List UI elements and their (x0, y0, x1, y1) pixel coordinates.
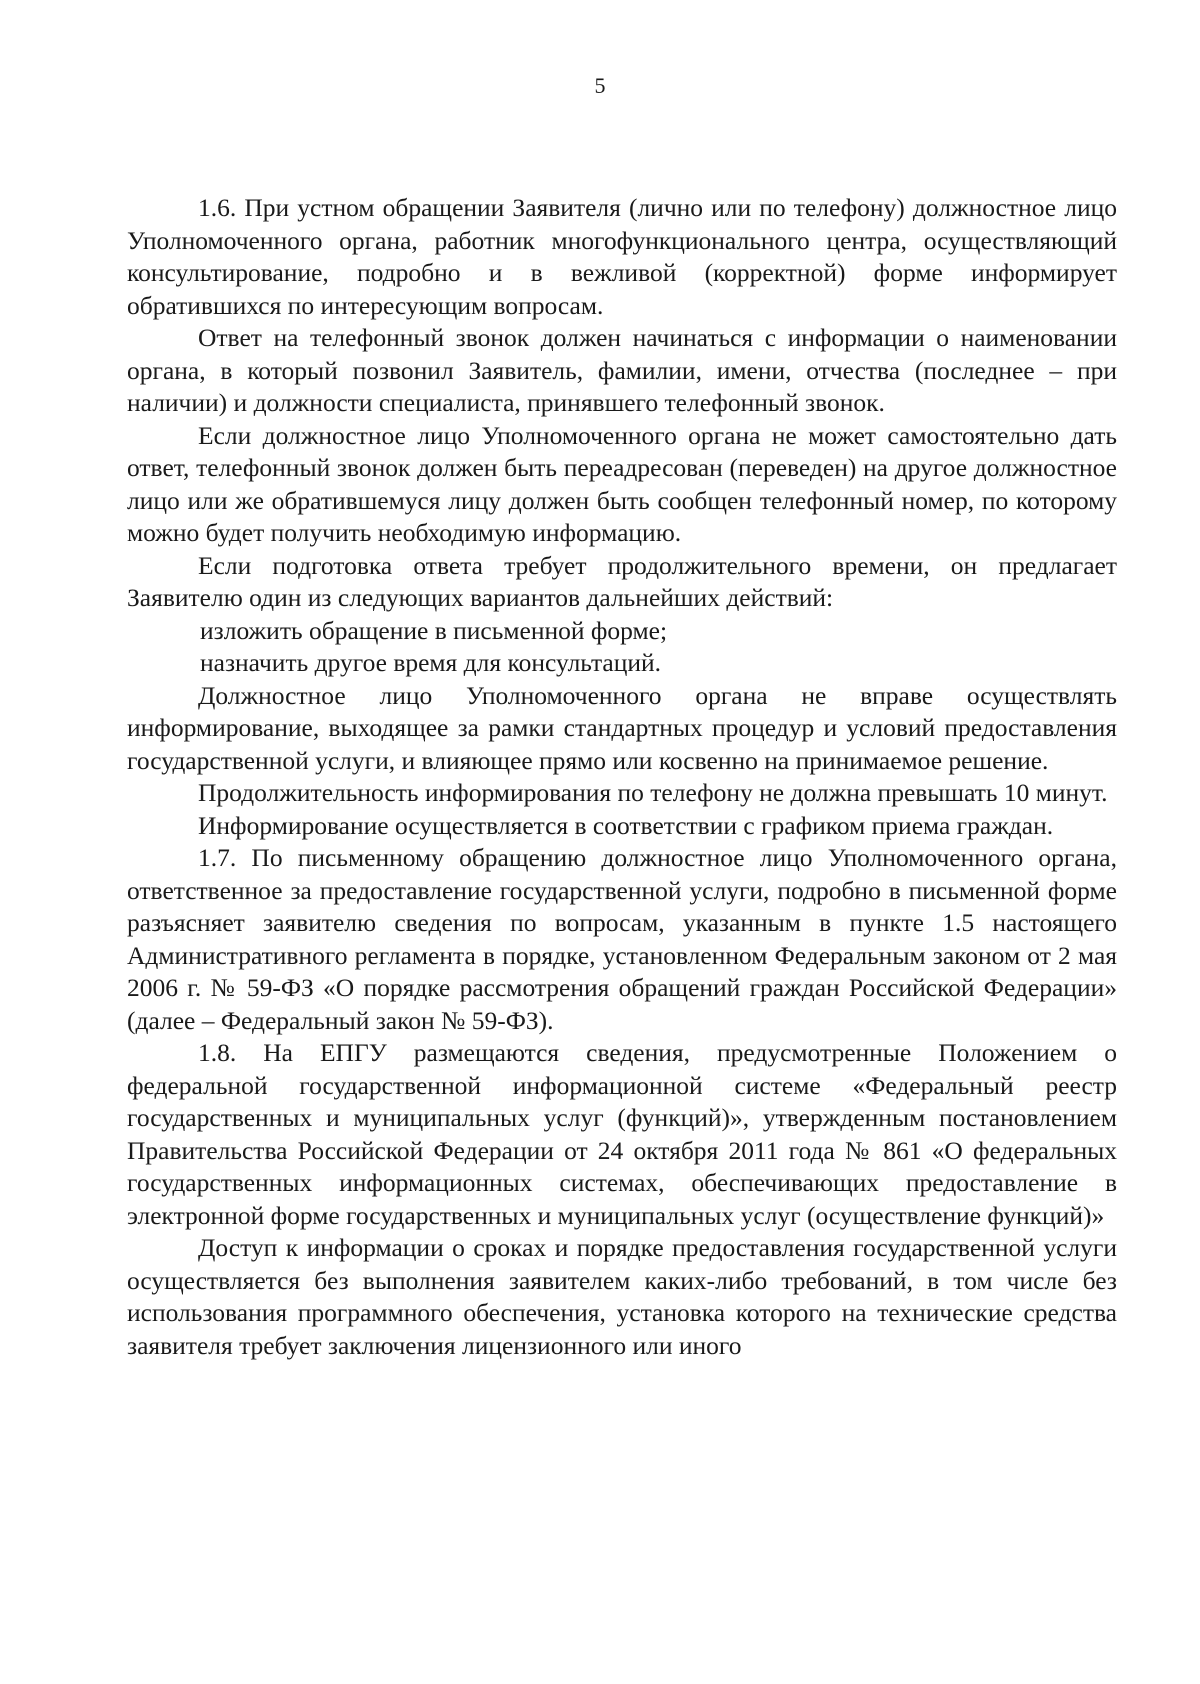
list-item: назначить другое время для консультаций. (200, 648, 662, 677)
paragraph: Если должностное лицо Уполномоченного органа не может самостоятельно дать ответ, телефонный звонок должен быть переадресован (переведен) на другое должностное лицо или же обратившемуся лицу должен быть сообщен телефонный номер, по которому можно будет получить необходимую информацию. (127, 420, 1117, 547)
paragraph: 1.8. На ЕПГУ размещаются сведения, предусмотренные Положением о федеральной государственной информационной системе «Федеральный реестр государственных и муниципальных услуг (функций)», утвержденным постановлением Правительства Российской Федерации от 24 октября 2011 года № 861 «О федеральных государственных информационных системах, обеспечивающих предоставление в электронной форме государственных и муниципальных услуг (осуществление функций)» (127, 1038, 1117, 1230)
paragraph: 1.6. При устном обращении Заявителя (лично или по телефону) должностное лицо Уполномоченного органа, работник многофункционального центра, осуществляющий консультирование, подробно и в вежливой (корректной) форме информирует обратившихся по интересующим вопросам. (127, 193, 1117, 320)
document-body (127, 192, 1117, 1362)
paragraph: Ответ на телефонный звонок должен начинаться с информации о наименовании органа, в который позвонил Заявитель, фамилии, имени, отчества (последнее – при наличии) и должности специалиста, принявшего телефонный звонок. (127, 323, 1117, 417)
paragraph: Информирование осуществляется в соответствии с графиком приема граждан. (198, 810, 1054, 840)
page-number: 5 (594, 73, 606, 98)
paragraph: Продолжительность информирования по телефону не должна превышать 10 минут. (198, 778, 1108, 807)
paragraph: 1.7. По письменному обращению должностное лицо Уполномоченного органа, ответственное за предоставление государственной услуги, подробно в письменной форме разъясняет заявителю сведения по вопросам, указанным в пункте 1.5 настоящего Административного регламента в порядке, установленном Федеральным законом от 2 мая 2006 г. № 59-ФЗ «О порядке рассмотрения обращений граждан Российской Федерации» (далее – Федеральный закон № 59-ФЗ). (127, 843, 1117, 1035)
paragraph: Должностное лицо Уполномоченного органа не вправе осуществлять информирование, выходящее за рамки стандартных процедур и условий предоставления государственной услуги, и влияющее прямо или косвенно на принимаемое решение. (127, 680, 1117, 775)
list-item: изложить обращение в письменной форме; (200, 615, 668, 645)
paragraph: Если подготовка ответа требует продолжительного времени, он предлагает Заявителю один из следующих вариантов дальнейших действий: (127, 550, 1117, 612)
paragraph: Доступ к информации о сроках и порядке предоставления государственной услуги осуществляется без выполнения заявителем каких-либо требований, в том числе без использования программного обеспечения, установка которого на технические средства заявителя требует заключения лицензионного или иного (127, 1233, 1117, 1360)
